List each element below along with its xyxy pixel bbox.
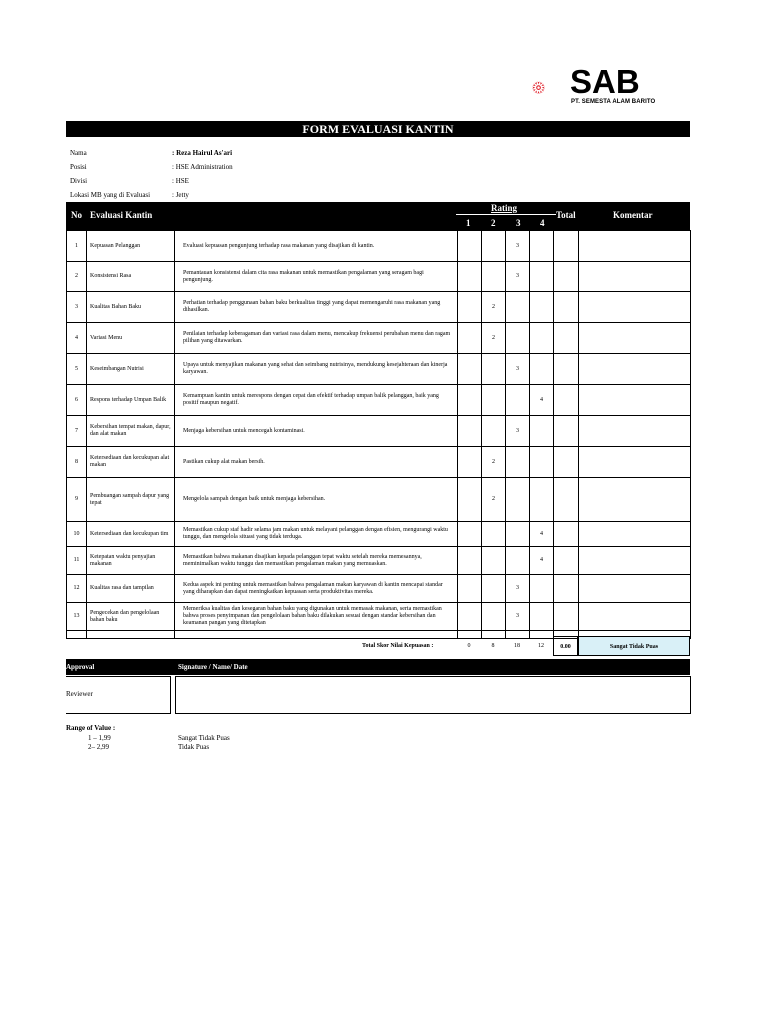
row-total[interactable]: [554, 354, 579, 385]
row-rating-1: [458, 416, 482, 447]
signature-label: Signature / Name/ Date: [178, 663, 248, 671]
row-number: 3: [67, 292, 87, 323]
row-number: 4: [67, 323, 87, 354]
reviewer-cell: [66, 676, 171, 714]
row-rating-2: [482, 262, 506, 292]
reviewer-label: Reviewer: [66, 690, 93, 698]
row-rating-4: [530, 575, 554, 603]
row-rating-2: [482, 231, 506, 262]
row-number: 10: [67, 522, 87, 547]
table-row: [67, 231, 691, 262]
row-comment[interactable]: [579, 385, 691, 416]
row-rating-2: [482, 354, 506, 385]
row-description: Pemantauan konsistensi dalam cita rasa makanan untuk memastikan pengalaman yang seragam bagi pengunjung.: [175, 262, 458, 292]
info-value-lokasi: : Jetty: [172, 191, 189, 199]
info-value-posisi: : HSE Administration: [172, 163, 233, 171]
row-rating-4: 4: [530, 522, 554, 547]
row-criteria: Pembuangan sampah dapur yang tepat: [87, 478, 175, 522]
total-score: 0.00: [553, 636, 578, 656]
row-description: Kedua aspek ini penting untuk memastikan bahwa pengalaman makan karyawan di kantin mencapai standar yang diharapkan dan dapat meningkatkan kepuasan serta produktivitas mereka.: [175, 575, 458, 603]
row-number: 11: [67, 547, 87, 575]
info-label-posisi: Posisi: [70, 163, 87, 171]
row-rating-3: 3: [506, 354, 530, 385]
row-number: 9: [67, 478, 87, 522]
row-description: Perhatian terhadap penggunaan bahan baku berkualitas tinggi yang dapat memengaruhi rasa makanan yang dihasilkan.: [175, 292, 458, 323]
row-criteria: Kualitas rasa dan tampilan: [87, 575, 175, 603]
table-row: [67, 292, 691, 323]
row-criteria: Keseimbangan Nutrisi: [87, 354, 175, 385]
row-comment[interactable]: [579, 603, 691, 631]
row-rating-4: 4: [530, 547, 554, 575]
row-total[interactable]: [554, 416, 579, 447]
row-rating-2: [482, 547, 506, 575]
row-rating-2: [482, 385, 506, 416]
total-r4: 12: [538, 643, 544, 649]
row-number: 7: [67, 416, 87, 447]
row-comment[interactable]: [579, 478, 691, 522]
signature-box[interactable]: [175, 676, 691, 714]
header-r2: 2: [491, 218, 496, 228]
row-rating-4: [530, 323, 554, 354]
total-comment: Sangat Tidak Puas: [578, 636, 690, 656]
row-rating-4: [530, 478, 554, 522]
info-label-nama: Nama: [70, 149, 87, 157]
table-row: [67, 447, 691, 478]
row-comment[interactable]: [579, 522, 691, 547]
row-rating-1: [458, 292, 482, 323]
row-rating-1: [458, 385, 482, 416]
row-comment[interactable]: [579, 447, 691, 478]
row-total[interactable]: [554, 447, 579, 478]
table-row: [67, 603, 691, 631]
approval-bar: [66, 659, 690, 675]
row-rating-1: [458, 231, 482, 262]
table-row: [67, 547, 691, 575]
row-total[interactable]: [554, 262, 579, 292]
table-row: [67, 385, 691, 416]
row-criteria: Respons terhadap Umpan Balik: [87, 385, 175, 416]
info-value-divisi: : HSE: [172, 177, 189, 185]
row-description: Upaya untuk menyajikan makanan yang sehat dan seimbang nutrisinya, mendukung kesejahteraan dan kinerja karyawan.: [175, 354, 458, 385]
total-label: Total Skor Nilai Kepuasan :: [362, 643, 434, 649]
evaluation-table: [66, 230, 691, 639]
info-label-divisi: Divisi: [70, 177, 88, 185]
row-rating-4: [530, 262, 554, 292]
row-rating-3: [506, 547, 530, 575]
range-title: Range of Value :: [66, 724, 116, 732]
header-total: Total: [556, 210, 576, 220]
row-rating-4: [530, 447, 554, 478]
row-rating-1: [458, 323, 482, 354]
sab-logo-icon: [532, 66, 572, 110]
row-rating-3: 3: [506, 603, 530, 631]
total-row: [66, 636, 690, 656]
table-row: [67, 354, 691, 385]
row-criteria: Kualitas Bahan Baku: [87, 292, 175, 323]
row-number: 12: [67, 575, 87, 603]
row-rating-3: [506, 292, 530, 323]
row-description: Mengelola sampah dengan baik untuk menjaga kebersihan.: [175, 478, 458, 522]
row-rating-4: [530, 231, 554, 262]
table-row: [67, 522, 691, 547]
row-total[interactable]: [554, 385, 579, 416]
row-total[interactable]: [554, 575, 579, 603]
info-label-lokasi: Lokasi MB yang di Evaluasi: [70, 191, 151, 199]
total-r2: 8: [491, 643, 495, 649]
logo-text: SAB: [570, 63, 640, 100]
total-r1: 0: [467, 643, 471, 649]
row-total[interactable]: [554, 603, 579, 631]
row-criteria: Kebersihan tempat makan, dapur, dan alat makan: [87, 416, 175, 447]
row-rating-1: [458, 603, 482, 631]
row-rating-3: 3: [506, 575, 530, 603]
row-rating-2: 2: [482, 478, 506, 522]
row-number: 2: [67, 262, 87, 292]
header-r3: 3: [516, 218, 521, 228]
table-row: [67, 575, 691, 603]
row-comment[interactable]: [579, 354, 691, 385]
row-rating-2: 2: [482, 447, 506, 478]
table-row: [67, 323, 691, 354]
row-description: Evaluasi kepuasan pengunjung terhadap rasa makanan yang disajikan di kantin.: [175, 231, 458, 262]
total-r3: 18: [514, 643, 520, 649]
row-comment[interactable]: [579, 323, 691, 354]
table-header: [66, 202, 690, 230]
range-2-value: 2– 2,99: [88, 743, 109, 751]
range-2-label: Tidak Puas: [178, 743, 210, 751]
row-total[interactable]: [554, 547, 579, 575]
row-total[interactable]: [554, 478, 579, 522]
row-rating-1: [458, 447, 482, 478]
row-criteria: Variasi Menu: [87, 323, 175, 354]
row-criteria: Ketersediaan dan kecukupan tim: [87, 522, 175, 547]
row-comment[interactable]: [579, 547, 691, 575]
row-total[interactable]: [554, 522, 579, 547]
row-description: Kemampuan kantin untuk merespons dengan cepat dan efektif terhadap umpan balik pelanggan, baik yang positif maupun negatif.: [175, 385, 458, 416]
row-criteria: Pengecekan dan pengelolaan bahan baku: [87, 603, 175, 631]
row-criteria: Kepuasan Pelanggan: [87, 231, 175, 262]
header-no: No: [71, 210, 82, 220]
row-rating-3: [506, 447, 530, 478]
header-rating-line: [456, 214, 556, 215]
row-rating-4: [530, 354, 554, 385]
form-title: FORM EVALUASI KANTIN: [66, 121, 690, 137]
row-rating-1: [458, 547, 482, 575]
header-r1: 1: [466, 218, 471, 228]
row-description: Memeriksa kualitas dan kesegaran bahan baku yang digunakan untuk memasak makanan, serta memastikan bahwa proses penyimpanan dan pengelolaan bahan baku dilakukan sesuai dengan standar kebersihan dan keamanan pangan yang ditetapkan: [175, 603, 458, 631]
range-1-value: 1 – 1,99: [88, 734, 111, 742]
row-rating-2: 2: [482, 323, 506, 354]
row-description: Menjaga kebersihan untuk mencegah kontaminasi.: [175, 416, 458, 447]
row-comment[interactable]: [579, 231, 691, 262]
header-comment: Komentar: [613, 210, 653, 220]
row-rating-4: [530, 603, 554, 631]
range-1-label: Sangat Tidak Puas: [178, 734, 230, 742]
row-total[interactable]: [554, 292, 579, 323]
row-description: Memastikan cukup staf hadir selama jam makan untuk melayani pelanggan dengan efisien, mengurangi waktu tunggu, dan mengelola situasi yang tidak terduga.: [175, 522, 458, 547]
row-rating-2: [482, 416, 506, 447]
row-rating-4: 4: [530, 385, 554, 416]
header-r4: 4: [540, 218, 545, 228]
row-rating-3: [506, 323, 530, 354]
logo-subtitle: PT. SEMESTA ALAM BARITO: [571, 99, 656, 105]
row-rating-3: [506, 478, 530, 522]
row-comment[interactable]: [579, 292, 691, 323]
row-description: Pastikan cukup alat makan bersih.: [175, 447, 458, 478]
row-criteria: Konsistensi Rasa: [87, 262, 175, 292]
row-rating-2: 2: [482, 292, 506, 323]
approval-label: Approval: [66, 663, 95, 671]
row-rating-3: 3: [506, 231, 530, 262]
row-number: 8: [67, 447, 87, 478]
row-rating-1: [458, 354, 482, 385]
row-rating-1: [458, 522, 482, 547]
table-row: [67, 262, 691, 292]
row-rating-2: [482, 575, 506, 603]
row-rating-3: [506, 522, 530, 547]
table-row: [67, 416, 691, 447]
row-number: 6: [67, 385, 87, 416]
row-rating-4: [530, 416, 554, 447]
row-total[interactable]: [554, 323, 579, 354]
header-eval: Evaluasi Kantin: [90, 210, 153, 220]
row-comment[interactable]: [579, 575, 691, 603]
row-number: 13: [67, 603, 87, 631]
row-criteria: Ketersediaan dan kecukupan alat makan: [87, 447, 175, 478]
row-rating-2: [482, 603, 506, 631]
row-rating-3: 3: [506, 416, 530, 447]
row-description: Memastikan bahwa makanan disajikan kepada pelanggan tepat waktu setelah mereka memesannya, meminimalkan waktu tunggu dan memastikan pengalaman makan yang memuaskan.: [175, 547, 458, 575]
row-rating-2: [482, 522, 506, 547]
row-rating-4: [530, 292, 554, 323]
row-criteria: Ketepatan waktu penyajian makanan: [87, 547, 175, 575]
row-number: 1: [67, 231, 87, 262]
row-description: Penilaian terhadap keberagaman dan variasi rasa dalam menu, mencakup frekuensi perubahan menu dan ragam pilihan yang ditawarkan.: [175, 323, 458, 354]
row-rating-1: [458, 478, 482, 522]
row-comment[interactable]: [579, 262, 691, 292]
row-total[interactable]: [554, 231, 579, 262]
row-rating-3: [506, 385, 530, 416]
table-row: [67, 478, 691, 522]
row-number: 5: [67, 354, 87, 385]
row-comment[interactable]: [579, 416, 691, 447]
row-rating-1: [458, 262, 482, 292]
header-rating: Rating: [491, 203, 518, 213]
info-value-nama: : Reza Hairul As'ari: [172, 149, 233, 157]
row-rating-3: 3: [506, 262, 530, 292]
row-rating-1: [458, 575, 482, 603]
